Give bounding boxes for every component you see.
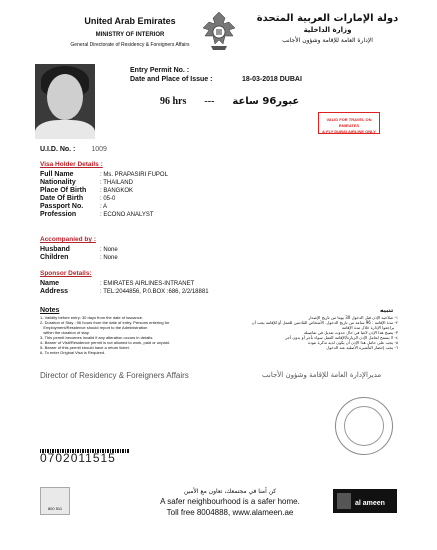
field-label: Passport No. (40, 203, 84, 210)
uae-emblem-icon (199, 10, 239, 52)
field-value: : TEL:2044856, P.0.BOX :686, 2/2/18881 (100, 289, 209, 295)
validity-stamp (318, 112, 380, 134)
barcode-number: 0702011515 (40, 451, 116, 465)
note-item: Employment/Residence should report to the Administration (40, 325, 148, 330)
uid-value: 1009 (91, 146, 107, 153)
visa-holder-title: Visa Holder Details : (40, 161, 103, 168)
ministry-name-en: MINISTRY OF INTERIOR (95, 32, 165, 38)
ad-left-brand: 800 511 (47, 506, 63, 511)
field-label: Husband (40, 246, 70, 253)
note-item: ٢- مدة الإقامة : 96 ساعة من تاريخ الدخول. الأشخاص القادمين للعمل أو للإقامة يجب أن (251, 320, 398, 325)
field-row (40, 171, 168, 179)
note-item: 6- To enter Original Visa is Required. (40, 350, 106, 355)
field-value: : EMIRATES AIRLINES-INTRANET (100, 281, 195, 287)
sponsor-title: Sponsor Details: (40, 270, 92, 277)
field-value: : 05-0 (100, 196, 116, 202)
field-value: : None (100, 247, 118, 253)
director-title-en: Director of Residency & Foreigners Affairs (40, 371, 189, 380)
notes-title: Notes (40, 307, 60, 314)
field-value: : ECONO ANALYST (100, 212, 154, 218)
field-label: Nationality (40, 179, 76, 186)
alameen-mark-icon (337, 493, 351, 509)
note-item: 3- This permit becomes invalid if any alteration occurs in details. (40, 335, 154, 340)
official-seal-icon (335, 397, 393, 455)
directorate-name-ar: الإدارة العامة للإقامة وشؤون الأجانب (282, 37, 373, 44)
field-row (40, 203, 168, 211)
duration-separator: --- (204, 96, 215, 107)
note-item: ٤- لا يسمح لحامل الإذن الزيارة/الإقامة العمل سواء بأجر أو بدون أجر (285, 335, 398, 340)
field-value: : BANGKOK (100, 188, 134, 194)
notes-list-en (40, 315, 220, 355)
header-arabic (245, 13, 410, 44)
field-value: : THAILAND (100, 180, 133, 186)
note-item: ١- صلاحية الإذن قبل الدخول 30 يوما من تاريخ الإصدار (308, 315, 398, 320)
uid-label: U.I.D. No. : (40, 146, 76, 153)
stamp-line-2: & FLY DUBAI AIRLINE ONLY (322, 129, 376, 134)
entry-details (130, 66, 302, 84)
accompanied-fields (40, 246, 118, 262)
field-label: Address (40, 288, 69, 295)
permit-number-label: Entry Permit No. : (130, 67, 190, 74)
field-value: : None (100, 255, 118, 261)
note-item: 1- Validity before entry: 30 days from the date of issuance. (40, 315, 144, 320)
ministry-name-ar: وزارة الداخلية (303, 26, 352, 34)
note-item: ٦- يجب إحضار التأشيرة الأصلية عند الدخول (326, 345, 398, 350)
accompanied-title: Accompanied by : (40, 236, 96, 243)
date-place-label: Date and Place of Issue : (130, 76, 213, 83)
holder-photo (35, 64, 95, 139)
ad-text-en-2: Toll free 8004888, www.alameen.ae (166, 508, 294, 517)
country-name-en: United Arab Emirates (84, 16, 176, 26)
field-row (40, 246, 118, 254)
duration-en: 96 hrs (160, 96, 187, 107)
sponsor-fields (40, 280, 209, 296)
ad-text-en-1: A safer neighbourhood is a safer home. (160, 497, 300, 506)
directorate-name-en: General Directorate of Residency & Foreigners Affairs (70, 42, 190, 48)
field-row (40, 288, 209, 296)
field-row (40, 254, 118, 262)
alameen-brand: al ameen (355, 500, 385, 507)
note-item: 4- Bearer of Visit/Residence permit is not allowed to work, paid or unpaid. (40, 340, 170, 345)
field-label: Profession (40, 211, 77, 218)
ad-text-ar: كن آمنا في مجتمعك، تعاون مع الأمين (183, 488, 277, 495)
note-item: within the duration of stay. (40, 330, 90, 335)
notes-list-ar (238, 315, 398, 350)
note-item: 5- Bearer of this permit should have a return ticket. (40, 345, 130, 350)
director-title-ar: مديرالإدارة العامة للإقامة وشؤون الأجانب (262, 371, 382, 379)
field-label: Date Of Birth (40, 195, 84, 202)
field-label: Full Name (40, 171, 74, 178)
note-item: ٥- يجب على حامل هذا الإذن أن يكون لديه تذكرة عودة (308, 340, 398, 345)
field-row (40, 211, 168, 219)
duration-line (160, 96, 299, 107)
stamp-line-1: VALID FOR TRAVEL ON EMIRATES (326, 117, 372, 128)
duration-ar: عبور96 ساعة (232, 96, 300, 107)
field-row (40, 280, 209, 288)
field-row (40, 187, 168, 195)
field-label: Children (40, 254, 69, 261)
notes-title-ar: تنبيه (380, 307, 394, 314)
field-value: : Ms. PRAPASIRI FUPOL (100, 172, 168, 178)
field-label: Name (40, 280, 60, 287)
date-place-value: 18-03-2018 DUBAI (242, 76, 302, 83)
visa-holder-fields (40, 171, 168, 219)
country-name-ar: دولة الإمارات العربية المتحدة (256, 13, 399, 24)
field-row (40, 195, 168, 203)
alameen-logo (333, 489, 397, 513)
note-item: ٣- يصبح هذا الإذن لاغيا في حال حدوث تعديل في تفاصيله (304, 330, 398, 335)
note-item: 2- Duration of Stay : 96 hours from the date of entry. Persons entering for (40, 320, 170, 325)
note-item: يراجعوا الإدارة خلال مدة الإقامة (341, 325, 398, 330)
field-label: Place Of Birth (40, 187, 87, 194)
ad-left-logo (40, 487, 70, 515)
field-value: : A (100, 204, 108, 210)
field-row (40, 179, 168, 187)
header-english (55, 16, 205, 48)
uid-row (40, 146, 107, 153)
